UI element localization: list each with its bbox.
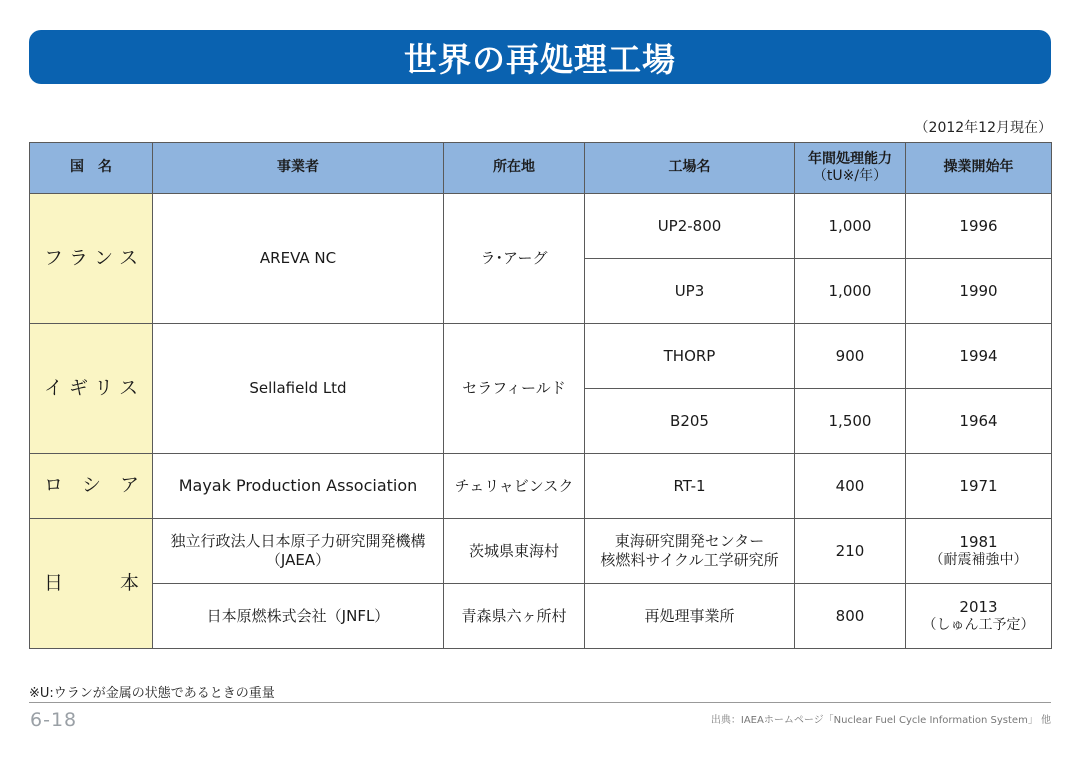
header-start-year: 操業開始年 [906,143,1052,194]
location-cell: 青森県六ヶ所村 [444,584,585,649]
header-plant: 工場名 [585,143,795,194]
location-cell: ラ･アーグ [444,194,585,324]
table-row [30,519,1052,584]
location-cell: 茨城県東海村 [444,519,585,584]
capacity-cell: 800 [795,584,906,649]
as-of-date: （2012年12月現在） [914,120,1052,136]
start-note: （耐震補強中） [929,551,1028,568]
capacity-cell: 1,000 [795,194,906,259]
operator-cell: Mayak Production Association [153,454,444,519]
page-title: 世界の再処理工場 [404,39,676,79]
plant-cell [585,519,795,584]
location-cell: チェリャビンスク [444,454,585,519]
footer-divider [29,702,1051,703]
header-operator: 事業者 [153,143,444,194]
country-france: フ ラ ン ス [30,194,153,324]
capacity-cell: 1,000 [795,259,906,324]
plant-cell: RT-1 [585,454,795,519]
start-year-cell: 1971 [906,454,1052,519]
plant-cell: UP3 [585,259,795,324]
plant-line2: 核燃料サイクル工学研究所 [600,551,779,569]
capacity-cell: 1,500 [795,389,906,454]
start-year-cell [906,584,1052,649]
operator-line2: （JAEA） [265,551,331,569]
page-number: 6-18 [30,709,78,731]
table-row [30,584,1052,649]
operator-cell [153,519,444,584]
start-year-cell: 1994 [906,324,1052,389]
start-year: 1981 [959,532,998,551]
capacity-cell: 400 [795,454,906,519]
capacity-cell: 210 [795,519,906,584]
header-capacity-line2: （tU※/年） [812,168,888,184]
table-row [30,194,1052,259]
source-note: 出典：IAEAホームページ「Nuclear Fuel Cycle Information System」 他 [710,715,1051,726]
header-capacity [795,143,906,194]
start-year: 2013 [959,597,998,616]
country-russia: ロ シ ア [30,454,153,519]
plant-cell: UP2-800 [585,194,795,259]
start-year-cell: 1990 [906,259,1052,324]
start-year-cell: 1996 [906,194,1052,259]
header-capacity-line1: 年間処理能力 [808,150,892,167]
operator-line1: 独立行政法人日本原子力研究開発機構 [170,532,426,551]
table-row [30,324,1052,389]
operator-cell: AREVA NC [153,194,444,324]
plant-cell: THORP [585,324,795,389]
title-banner [29,30,1051,84]
plant-cell: B205 [585,389,795,454]
header-country: 国 名 [30,143,153,194]
plant-line1: 東海研究開発センター [614,532,765,551]
footnote: ※U:ウランが金属の状態であるときの重量 [29,686,275,701]
location-cell: セラフィールド [444,324,585,454]
header-location: 所在地 [444,143,585,194]
country-japan: 日 本 [30,519,153,649]
plant-cell: 再処理事業所 [585,584,795,649]
country-uk: イ ギ リ ス [30,324,153,454]
table-header-row [30,143,1052,194]
operator-cell: 日本原燃株式会社（JNFL） [153,584,444,649]
start-note: （しゅん工予定） [922,616,1035,633]
operator-cell: Sellafield Ltd [153,324,444,454]
start-year-cell: 1964 [906,389,1052,454]
capacity-cell: 900 [795,324,906,389]
start-year-cell [906,519,1052,584]
table-row [30,454,1052,519]
reprocessing-plants-table [29,142,1052,649]
